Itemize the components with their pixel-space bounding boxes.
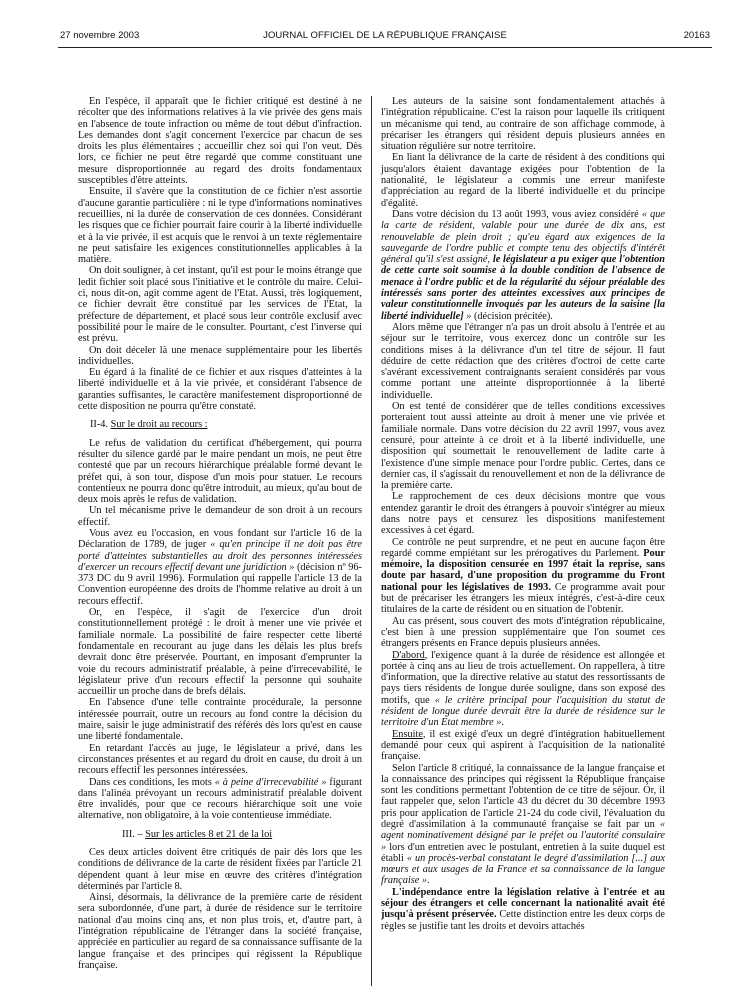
paragraph: Le refus de validation du certificat d'hébergement, qui pourra résulter du silence gardé par le maire pendant un mois, ne peut être contesté que par un recours hiérarchique préalable formé devant le préfet qui, à son tour, dispose d'un mois pour statuer. Le recours contentieux ne pourra donc qu'être introduit, au mieux, qu'au bout de deux mois après le refus de validation. (78, 437, 362, 506)
paragraph: Ainsi, désormais, la délivrance de la première carte de résident sera subordonnée, d'une part, à durée de résidence sur le territoire national d'au moins cinq ans, et non plus trois, et, d'autre part, à l'intégration républicaine de l'étranger dans la société française, appréciée en particulier au regard de sa connaissance suffisante de la langue française et des principes qui régissent la République française. (78, 892, 362, 971)
section-heading-ii-4 (78, 419, 362, 430)
underlined-word: D'abord (392, 649, 425, 661)
quote: « un procès-verbal constatant le degré d'assimilation [...] aux mœurs et aux usages de la France et sa connaissance de la langue française » (381, 852, 665, 887)
paragraph: On doit déceler là une menace supplémentaire pour les libertés individuelles. (78, 344, 362, 367)
paragraph: On est tenté de considérer que de telles conditions excessives porteraient tout aussi atteinte au droit à mener une vie privée et familiale normale. Dans votre décision du 22 avril 1997, vous avez censuré, pour atteinte à ce droit et à la liberté individuelle, une disposition qui soumettait le renouvellement de ladite carte à l'existence d'une simple menace pour l'ordre public. Certes, dans ce dernier cas, il s'agissait du renouvellement et non de la délivrance de la première carte. (381, 401, 665, 492)
paragraph: Ensuite, il s'avère que la constitution de ce fichier n'est assortie d'aucune garantie particulière : ni le type d'informations nominatives recueillies, ni la durée de conservation de ces données. Considérant les risques que ce fichier pourrait faire courir à la liberté individuelle et à la vie privée, il est acquis que le renvoi à un texte réglementaire ne peut satisfaire les exigences constitutionnelles applicables à la matière. (78, 186, 362, 266)
header-page-number: 20163 (683, 30, 710, 41)
section-heading-iii (78, 829, 362, 840)
paragraph: En l'absence d'une telle contrainte procédurale, la personne intéressée pourrait, outre un recours au fond contre la décision du maire, saisir le juge administratif des référés dès lors qu'est en cause une liberté fondamentale. (78, 697, 362, 743)
quote: « à peine d'irrecevabilité » (214, 776, 327, 788)
heading-prefix: II-4. (90, 419, 111, 431)
paragraph: Ce contrôle ne peut surprendre, et ne peut en aucune façon être regardé comme empiétant sur les prérogatives du Parlement. Pour mémoire, la disposition censurée en 1997 était la reprise, sans doute par hasard, d'une proposition du programme du Front national pour les législatives de 1993. Ce programme avait pour but de précariser les étrangers les mieux intégrés, c'est-à-dire ceux titulaires de la carte de résident ou en situation de l'obtenir. (381, 536, 665, 616)
paragraph: Selon l'article 8 critiqué, la connaissance de la langue française et la connaissance des principes qui régissent la République française sont les conditions permettant l'obtention de ce titre de séjour. Or, il faut rappeler que, selon l'article 43 du décret du 30 décembre 1993 pris pour application de l'article 21-24 du code civil, l'évaluation du degré d'assimilation à la communauté française se fait par un « agent nominativement désigné par le préfet ou l'autorité consulaire » lors d'un entretien avec le postulant, entretien à la suite duquel est établi « un procès-verbal constatant le degré d'assimilation [...] aux mœurs et aux usages de la France et sa connaissance de la langue française ». (381, 762, 665, 887)
header-journal-title: JOURNAL OFFICIEL DE LA RÉPUBLIQUE FRANÇAISE (263, 30, 507, 41)
paragraph: Dans votre décision du 13 août 1993, vous aviez considéré « que la carte de résident, valable pour une durée de dix ans, est renouvelable de plein droit ; qu'eu égard aux exigences de la sauvegarde de l'ordre public et compte tenu des objectifs d'intérêt général qu'il s'est assigné, le législateur a pu exiger que l'obtention de cette carte soit soumise à la double condition de l'absence de menace à l'ordre public et de la régularité du séjour préalable des intéressés sans porter des atteintes excessives aux principes de valeur constitutionnelle invoqués par les auteurs de la saisine [la liberté individuelle] » (décision précitée). (381, 208, 666, 322)
heading-title: Sur les articles 8 et 21 de la loi (145, 828, 273, 840)
paragraph: Or, en l'espèce, il s'agit de l'exercice d'un droit constitutionnellement protégé : le droit à mener une vie privée et familiale normale. La possibilité de faire respecter cette liberté fondamentale en recourant au juge dans les délais les plus brefs devrait donc être préservée. Pourtant, en imposant d'emprunter la voie du recours administratif préalable, à peine d'irrecevabilité, le législateur prive d'un recours effectif la personne qui souhaite accueillir un proche dans de brefs délais. (78, 607, 362, 698)
right-column (381, 96, 665, 932)
page-header (60, 30, 710, 46)
paragraph: D'abord, l'exigence quant à la durée de résidence est allongée et portée à cinq ans au lieu de trois actuellement. On rappellera, à titre d'information, que la directive relative au statut des ressortissants de pays tiers résidents de longue durée souligne, dans son exposé des motifs, que « le critère principal pour l'acquisition du statut de résident de longue durée devrait être la durée de résidence sur le territoire d'un Etat membre ». (381, 649, 666, 729)
bold-statement: L'indépendance entre la législation relative à l'entrée et au séjour des étrangers et celle concernant la nationalité avait été jusqu'à présent préservée. (381, 886, 665, 921)
paragraph: Eu égard à la finalité de ce fichier et aux risques d'atteintes à la liberté individuelle et à la vie privée, et considérant l'absence de garanties suffisantes, le caractère manifestement disproportionné de cette disposition ne pourra qu'être constaté. (78, 367, 362, 413)
header-date: 27 novembre 2003 (60, 30, 140, 41)
paragraph: Ensuite, il est exigé d'eux un degré d'intégration habituellement demandé pour ceux qui aspirent à l'acquisition de la nationalité française. (381, 728, 665, 763)
quote: « le critère principal pour l'acquisition du statut de résident de longue durée devrait être la durée de résidence sur le territoire d'un Etat membre » (381, 694, 666, 729)
quote: « que la carte de résident, valable pour une durée de dix ans, est renouvelable de plein droit ; qu'eu égard aux exigences de la sauvegarde de l'ordre public et compte tenu des objectifs d'intérêt général qu'il s'est assigné, (381, 208, 666, 266)
paragraph: Vous avez eu l'occasion, en vous fondant sur l'article 16 de la Déclaration de 1789, de juger « qu'en principe il ne doit pas être porté d'atteintes substantielles au droit des personnes intéressées d'exercer un recours effectif devant une juridiction » (décision nº 96-373 DC du 9 avril 1996). Formulation qui rappelle l'article 13 de la Convention européenne des droits de l'homme relative au droit à un recours effectif. (78, 527, 362, 607)
paragraph: Les auteurs de la saisine sont fondamentalement attachés à l'intégration républicaine. C'est la raison pour laquelle ils critiquent un mécanisme qui tend, au contraire de son affichage commode, à précariser les étrangers qui résident depuis plusieurs années en situation régulière sur notre territoire. (381, 96, 665, 153)
paragraph: En liant la délivrance de la carte de résident à des conditions qui jusqu'alors étaient davantage exigées pour l'obtention de la nationalité, le législateur a commis une erreur manifeste d'appréciation au regard de la liberté individuelle et du principe d'égalité. (381, 152, 665, 209)
left-column (78, 96, 362, 971)
paragraph: En l'espèce, il apparaît que le fichier critiqué est destiné à ne récolter que des informations relatives à la vie privée des gens mais en l'absence de toute infraction ou même de tout début d'infraction. Les demandes dont s'agit concernent l'exercice par chacun de ses droits les plus élémentaires ; accueillir chez soi qui l'on veut. Dès lors, ce fichier ne peut être regardé que comme constituant une mesure disproportionnée au regard des droits fondamentaux susceptibles d'être atteints. (78, 96, 362, 187)
paragraph: Dans ces conditions, les mots « à peine d'irrecevabilité » figurant dans l'alinéa prévoyant un recours administratif préalable doivent être invalidés, pour que ce recours hiérarchique soit une voie alternative, non obligatoire, à la voie contentieuse immédiate. (78, 776, 362, 822)
heading-title: Sur le droit au recours : (110, 419, 208, 431)
paragraph: Un tel mécanisme prive le demandeur de son droit à un recours effectif. (78, 505, 362, 528)
quote-emphasis: le législateur a pu exiger que l'obtention de cette carte soit soumise à la double condition de l'absence de menace à l'ordre public et de la régularité du séjour préalable des intéressés sans porter des atteintes excessives aux principes de valeur constitutionnelle invoqués par les auteurs de la saisine [la liberté individuelle] (381, 254, 665, 322)
column-divider (371, 96, 372, 986)
paragraph: Ces deux articles doivent être critiqués de pair dès lors que les conditions de délivrance de la carte de résident fixées par l'article 21 dépendent quant à leur mise en œuvre des critères d'intégration déterminés par l'article 8. (78, 847, 362, 892)
quote: « qu'en principe il ne doit pas être porté d'atteintes substantielles au droit des personnes intéressées d'exercer un recours effectif devant une juridiction » (78, 539, 362, 573)
underlined-word: Ensuite (392, 728, 423, 740)
header-rule (58, 47, 712, 48)
paragraph: Au cas présent, sous couvert des mots d'intégration républicaine, c'est bien à une pression supplémentaire que l'on soumet ces étrangers présents en France depuis plusieurs années. (381, 615, 665, 650)
paragraph: L'indépendance entre la législation relative à l'entrée et au séjour des étrangers et celle concernant la nationalité avait été jusqu'à présent préservée. Cette distinction entre les deux corps de règles se justifie tant les droits et devoirs attachés (381, 886, 665, 932)
paragraph: Alors même que l'étranger n'a pas un droit absolu à l'entrée et au séjour sur le territoire, vous exercez donc un contrôle sur les conditions mises à la délivrance d'un tel titre de séjour. Il faut déduire de cette rédaction que des critères d'octroi de cette carte s'avérant excessivement contraignants seraient considérés par vous comme portant une atteinte disproportionnée à la liberté individuelle. (381, 321, 665, 401)
paragraph: En retardant l'accès au juge, le législateur a privé, dans les circonstances présentes et au regard du droit en cause, du droit à un recours effectif les personnes intéressées. (78, 742, 362, 777)
quote: « agent nominativement désigné par le préfet ou l'autorité consulaire » (381, 819, 665, 853)
paragraph: On doit souligner, à cet instant, qu'il est pour le moins étrange que ledit fichier soit placé sous l'initiative et le contrôle du maire. Celui-ci, nous dit-on, agit comme agent de l'Etat. Aussi, très logiquement, ce fichier devrait être constitué par les services de l'Etat, la préfecture de département, et placé sous leur contrôle exclusif avec possibilité pour le maire de le consulter. Pourtant, c'est l'inverse qui est prévu. (78, 265, 362, 345)
paragraph: Le rapprochement de ces deux décisions montre que vous entendez garantir le droit des étrangers à pouvoir s'intégrer au mieux dans notre pays et censurez les dispositions manifestement excessives à cet égard. (381, 491, 665, 537)
bold-statement: Pour mémoire, la disposition censurée en 1997 était la reprise, sans doute par hasard, d'une proposition du programme du Front national pour les législatives de 1993. (381, 547, 665, 593)
heading-prefix: III. – (122, 828, 146, 840)
